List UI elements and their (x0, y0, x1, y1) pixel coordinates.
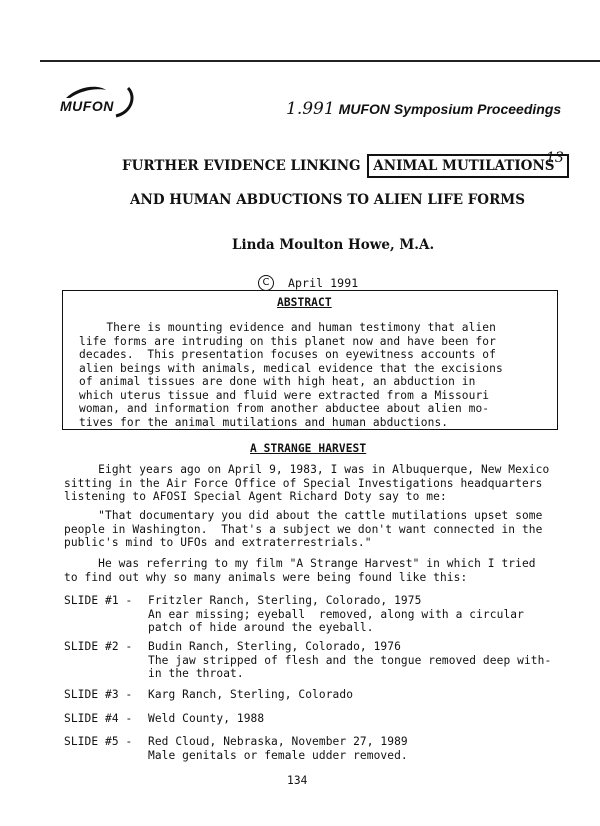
slide-line: Karg Ranch, Sterling, Colorado (148, 688, 354, 701)
slide-entry (0, 735, 600, 765)
abstract-line: life forms are intruding on this planet now and have been for (79, 334, 496, 348)
paragraph-line: public's mind to UFOs and extraterrestrials." (64, 536, 372, 549)
slide-description (148, 735, 408, 762)
proceedings-header (286, 99, 561, 119)
abstract-line: tives for the animal mutilations and human abductions. (79, 415, 449, 429)
slide-line: Weld County, 1988 (148, 712, 265, 725)
slide-label: SLIDE #3 - (64, 688, 133, 701)
title-boxed-text: ANIMAL MUTILATIONS (367, 154, 568, 178)
slide-entry (0, 688, 600, 704)
abstract-line: which uterus tissue and fluid were extracted from a Missouri (79, 388, 490, 402)
slide-line: An ear missing; eyeball removed, along with a circular (148, 607, 524, 621)
paragraph-line: people in Washington. That's a subject we don't want connected in the (64, 522, 543, 536)
paragraph-line: Eight years ago on April 9, 1983, I was in Albuquerque, New Mexico (64, 463, 550, 476)
abstract-box (62, 290, 558, 430)
paper-title-line-2: AND HUMAN ABDUCTIONS TO ALIEN LIFE FORMS (130, 192, 525, 208)
date-text: April 1991 (288, 276, 359, 290)
page-number: 134 (287, 774, 308, 787)
paragraph-line: He was referring to my film "A Strange Harvest" in which I tried (64, 557, 536, 570)
proceedings-title: MUFON Symposium Proceedings (338, 101, 562, 117)
slide-label: SLIDE #2 - (64, 640, 133, 653)
abstract-line: of animal tissues are done with high heat, an abduction in (79, 375, 476, 388)
mufon-logo (58, 80, 142, 122)
handwritten-year: 1.991 (286, 99, 335, 119)
abstract-line: decades. This presentation focuses on eyewitness accounts of (79, 348, 496, 361)
slide-description (148, 594, 524, 635)
slide-label: SLIDE #5 - (64, 735, 133, 748)
slide-line: Fritzler Ranch, Sterling, Colorado, 1975 (148, 594, 422, 607)
slide-line: patch of hide around the eyeball. (148, 621, 374, 634)
author-name: Linda Moulton Howe, M.A. (232, 237, 435, 253)
paper-title-line-1 (122, 158, 569, 174)
slide-description (148, 688, 353, 702)
slide-label: SLIDE #1 - (64, 594, 133, 607)
title-prefix: FURTHER EVIDENCE LINKING (122, 158, 361, 174)
paragraph-line: to find out why so many animals were being found like this: (64, 570, 468, 584)
slide-entry (0, 712, 600, 728)
handwritten-page-mark: 13 (546, 150, 564, 166)
slide-line: Red Cloud, Nebraska, November 27, 1989 (148, 735, 408, 748)
slide-description (148, 712, 264, 726)
abstract-heading: ABSTRACT (277, 296, 332, 309)
slide-description (148, 640, 551, 681)
abstract-line: There is mounting evidence and human testimony that alien (79, 321, 496, 334)
paragraph-line: "That documentary you did about the cattle mutilations upset some (64, 509, 543, 522)
paragraph-1 (64, 463, 549, 504)
slide-line: Budin Ranch, Sterling, Colorado, 1976 (148, 640, 401, 653)
slide-line: The jaw stripped of flesh and the tongue removed deep with- (148, 653, 552, 667)
slide-label: SLIDE #4 - (64, 712, 133, 725)
slide-line: Male genitals or female udder removed. (148, 748, 408, 762)
top-rule (40, 60, 600, 62)
paragraph-3 (64, 557, 536, 584)
abstract-text (79, 321, 503, 429)
slide-entry (0, 594, 600, 638)
paragraph-line: sitting in the Air Force Office of Special Investigations headquarters (64, 476, 543, 490)
copyright-icon: C (258, 275, 274, 291)
paragraph-2 (64, 509, 542, 550)
slide-entry (0, 640, 600, 684)
section-heading: A STRANGE HARVEST (250, 442, 367, 455)
slide-line: in the throat. (148, 667, 244, 680)
abstract-line: alien beings with animals, medical evidence that the excisions (79, 361, 503, 375)
abstract-line: woman, and information from another abductee about alien mo- (79, 402, 490, 415)
paragraph-line: listening to AFOSI Special Agent Richard Doty say to me: (64, 490, 447, 503)
mufon-logo-text: MUFON (60, 98, 114, 114)
